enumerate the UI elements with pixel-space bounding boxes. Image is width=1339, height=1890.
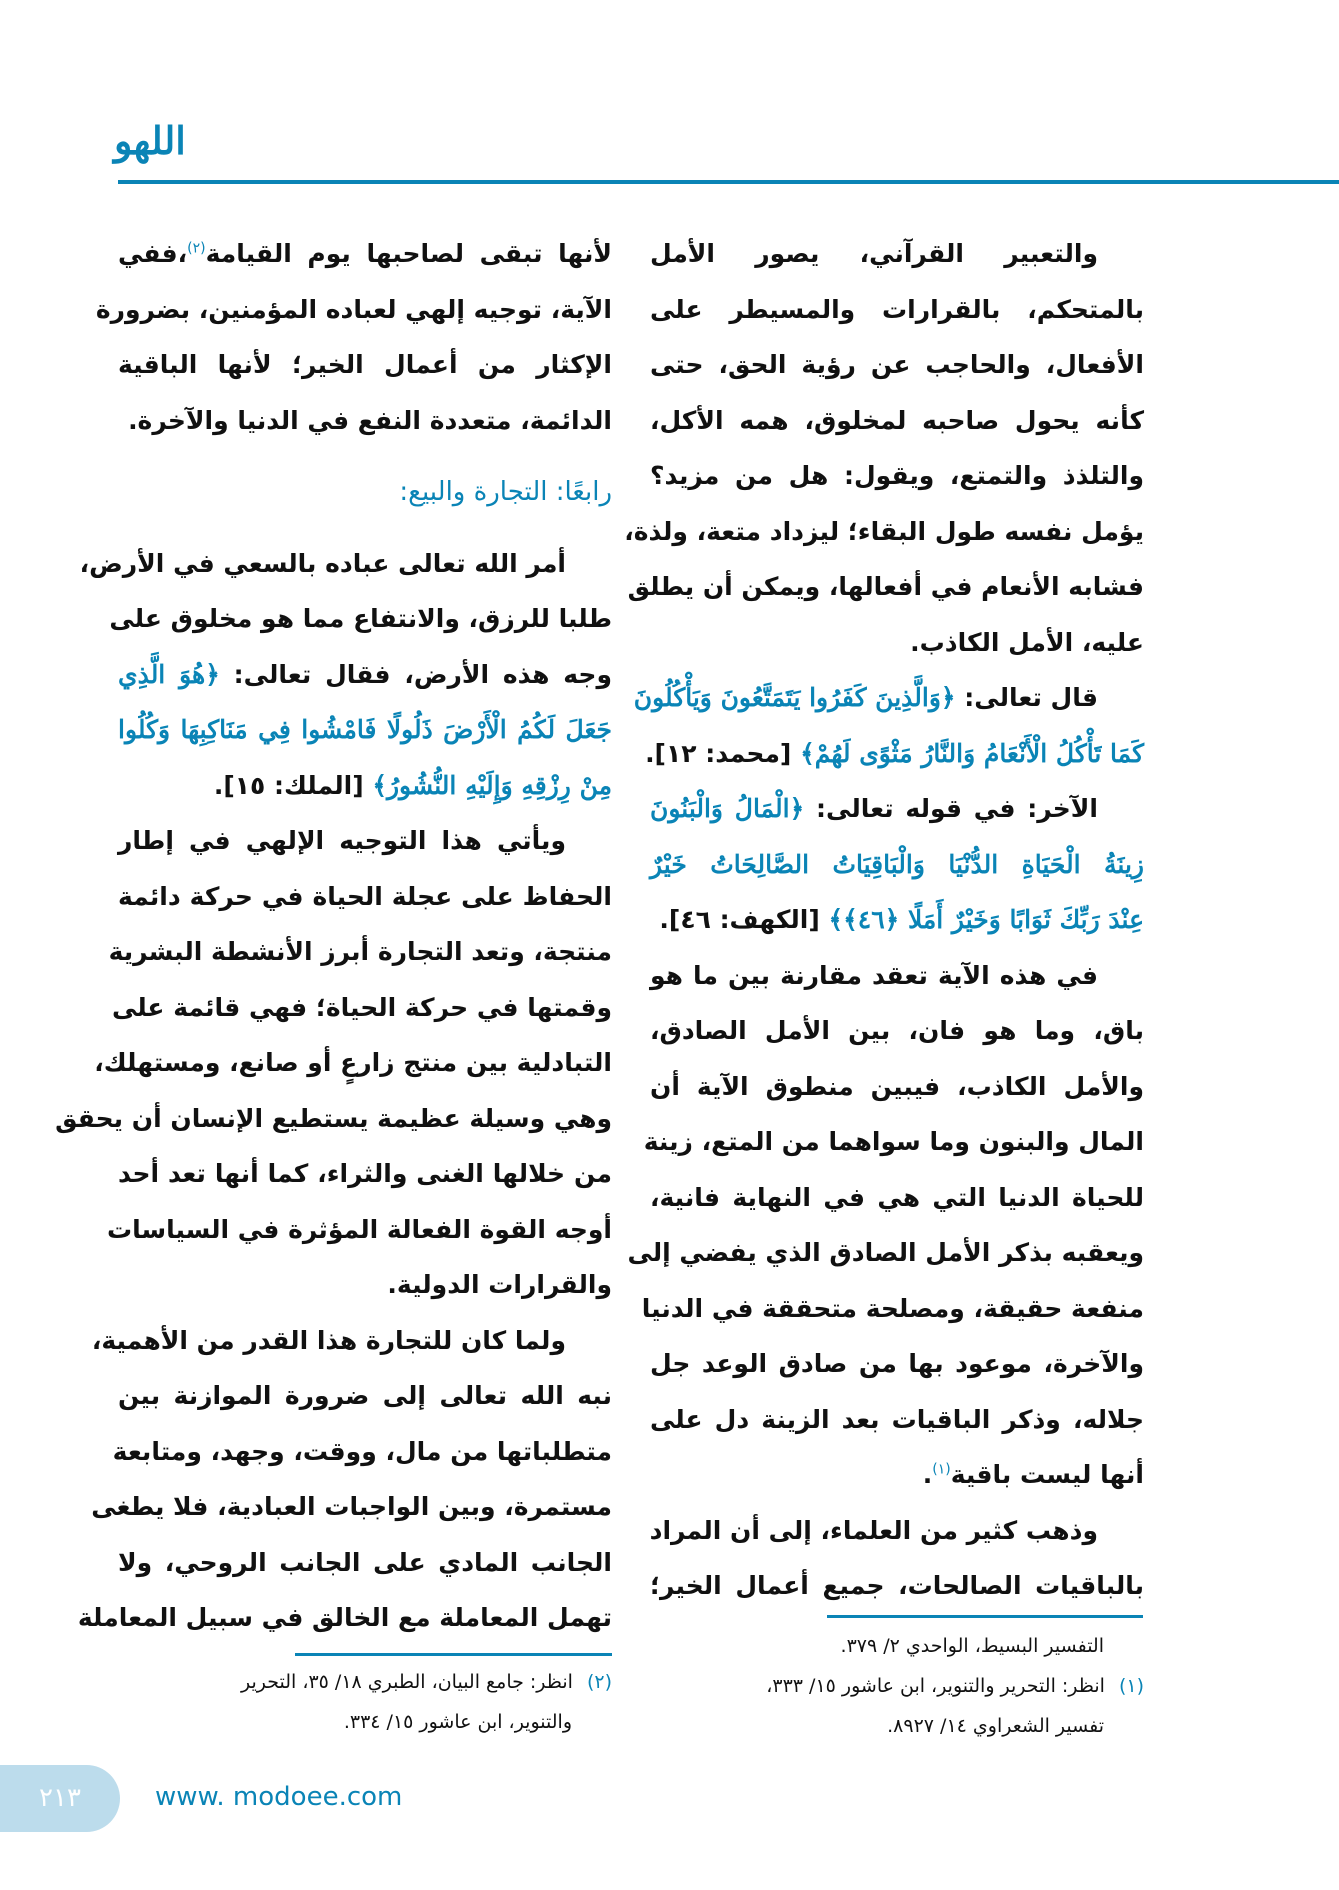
body-text: بالباقيات الصالحات، جميع أعمال الخير؛ [650,1571,1144,1600]
page-number: ٢١٣ [0,1765,120,1832]
footnotes-left [118,1662,612,1742]
quran-verse: ﴿هُوَ الَّذِي [118,659,220,689]
body-text: وذهب كثير من العلماء، إلى أن المراد [649,1515,1098,1545]
body-text: الجانب المادي على الجانب الروحي، ولا [118,1547,612,1577]
text-line [55,1091,612,1147]
text-line [95,282,612,338]
body-text: الآخر: في قوله تعالى: [804,794,1098,823]
body-text: والآخرة، موعود بها من صادق الوعد جل [650,1349,1144,1378]
text-line [118,337,612,393]
text-line [641,1281,1144,1337]
body-text: [الكهف: ٤٦]. [659,905,829,934]
body-text: باق، وما هو فان، بين الأمل الصادق، [650,1016,1144,1045]
text-line [650,282,1144,338]
body-text: قال تعالى: [955,683,1098,712]
body-text: الأفعال، والحاجب عن رؤية الحق، حتى [650,350,1144,379]
text-line [112,1424,612,1480]
text-line [650,1003,1144,1059]
body-text: والتعبير القرآني، يصور الأمل [650,239,1098,268]
body-text: نبه الله تعالى إلى ضرورة الموازنة بين [118,1381,612,1410]
body-text: منفعة حقيقة، ومصلحة متحققة في الدنيا [641,1293,1144,1323]
text-line [118,869,612,925]
section-heading: رابعًا: التجارة والبيع: [399,477,612,507]
footnote-continuation: التفسير البسيط، الواحدي ٢/ ٣٧٩. [840,1635,1104,1657]
text-line [627,559,1144,615]
text-line [118,1368,612,1424]
footnote-1 [650,1666,1144,1706]
text-line [91,1479,612,1535]
footnote-rule-right [827,1615,1143,1618]
text-line [650,1170,1144,1226]
text-line [118,1535,612,1591]
quran-verse: ﴿الْمَالُ وَالْبَنُونَ [650,794,805,823]
right-column [624,226,1144,1614]
body-text: والتلذذ والتمتع، ويقول: هل من مزيد؟ [650,461,1144,490]
body-text: الحفاظ على عجلة الحياة في حركة دائمة [118,881,612,911]
text-line [650,837,1144,893]
body-text: [محمد: ١٢]. [645,738,801,768]
text-line [650,448,1144,504]
quran-verse: عِنْدَ رَبِّكَ ثَوَابًا وَخَيْرٌ أَمَلًا ﴿٤٦﴾﴾ [828,905,1144,934]
footnote-2 [118,1662,612,1702]
quran-verse: ﴿وَالَّذِينَ كَفَرُوا يَتَمَتَّعُونَ وَيَأْكُلُونَ [633,683,956,712]
body-text: [الملك: ١٥]. [213,770,373,800]
footnote-text: والتنوير، ابن عاشور ١٥/ ٣٣٤. [343,1711,572,1733]
text-line [650,393,1144,449]
body-text: للحياة الدنيا التي هي في النهاية فانية، [650,1182,1144,1212]
footnotes-right [650,1626,1144,1746]
body-text: والقرارات الدولية. [387,1270,612,1299]
text-line [624,504,1144,560]
text-line [650,1503,1144,1559]
body-text: ويعقبه بذكر الأمل الصادق الذي يفضي إلى [627,1238,1144,1267]
text-line [118,1146,612,1202]
text-line [650,1558,1144,1614]
body-text: الدائمة، متعددة النفع في الدنيا والآخرة. [128,405,612,435]
text-line [118,226,612,282]
text-line [106,1202,612,1258]
body-text: التبادلية بين منتج زارعٍ أو صانع، ومستهلك، [94,1048,612,1077]
header-rule [118,180,1339,184]
footnote-number: (١) [1118,1675,1144,1697]
text-line [118,1257,612,1313]
left-column [55,226,612,1646]
text-line [118,393,612,449]
body-text: الآية، توجيه إلهي لعباده المؤمنين، بضرورة [95,294,612,324]
body-text: طلبا للرزق، والانتفاع مما هو مخلوق على [109,604,612,633]
text-line [645,726,1144,782]
body-text: والأمل الكاذب، فيبين منطوق الآية أن [650,1071,1144,1101]
text-line [111,980,612,1036]
body-text: من خلالها الغنى والثراء، كما أنها تعد أحد [118,1159,612,1188]
body-text: لأنها تبقى لصاحبها يوم القيامة [205,239,612,268]
body-text: كأنه يحول صاحبه لمخلوق، همه الأكل، [650,405,1144,435]
text-line [118,647,612,703]
text-line [650,781,1144,837]
body-text: مستمرة، وبين الواجبات العبادية، فلا يطغى [91,1492,612,1521]
footnote-text: انظر: جامع البيان، الطبري ١٨/ ٣٥، التحرير [240,1671,573,1693]
body-text: منتجة، وتعد التجارة أبرز الأنشطة البشرية [108,937,612,966]
body-text: جلاله، وذكر الباقيات بعد الزينة دل على [650,1404,1144,1434]
text-line [650,1059,1144,1115]
paragraph [633,670,1144,781]
text-line [94,1035,612,1091]
website-link[interactable]: www. modoee.com [155,1782,403,1812]
body-text: ،ففي [118,239,188,268]
paragraph [79,536,612,814]
body-text: وجه هذه الأرض، فقال تعالى: [219,659,612,689]
footnote-text: انظر: التحرير والتنوير، ابن عاشور ١٥/ ٣٣٣، [766,1675,1105,1697]
body-text: ويأتي هذا التوجيه الإلهي في إطار [118,826,566,855]
text-line [650,337,1144,393]
body-text: عليه، الأمل الكاذب. [910,627,1144,657]
footnote-rule-left [295,1653,612,1656]
text-line [650,1392,1144,1448]
footnote-text: تفسير الشعراوي ١٤/ ٨٩٢٧. [887,1715,1104,1737]
body-text: الإكثار من أعمال الخير؛ لأنها الباقية [118,350,612,379]
body-text: أمر الله تعالى عباده بالسعي في الأرض، [79,548,566,578]
text-line [650,1447,1144,1503]
footnote-ref[interactable]: (٢) [187,240,206,257]
quran-verse: كَمَا تَأْكُلُ الْأَنْعَامُ وَالنَّارُ مَثْوًى لَهُمْ﴾ [800,738,1144,768]
body-text: تهمل المعاملة مع الخالق في سبيل المعاملة [77,1603,612,1632]
text-line [118,758,612,814]
body-text: المال والبنون وما سواهما من المتع، زينة [643,1127,1144,1156]
text-line [650,226,1144,282]
text-line [108,924,612,980]
body-text: ولما كان للتجارة هذا القدر من الأهمية، [91,1325,566,1355]
text-line [650,1336,1144,1392]
body-text: في هذه الآية تعقد مقارنة بين ما هو [650,960,1098,990]
text-line [650,892,1144,948]
text-line [118,813,612,869]
body-text: يؤمل نفسه طول البقاء؛ ليزداد متعة، ولذة، [624,516,1144,546]
text-line [650,948,1144,1004]
text-line [109,591,612,647]
text-line [79,536,612,592]
body-text: أنها ليست باقية [950,1460,1144,1489]
quran-verse: جَعَلَ لَكُمُ الْأَرْضَ ذَلُولًا فَامْشُوا فِي مَنَاكِبِهَا وَكُلُوا [118,715,612,744]
text-line [627,1225,1144,1281]
text-line [643,1114,1144,1170]
text-line [118,702,612,758]
quran-verse: زِينَةُ الْحَيَاةِ الدُّنْيَا وَالْبَاقِيَاتُ الصَّالِحَاتُ خَيْرٌ [650,849,1144,879]
body-text: بالمتحكم، بالقرارات والمسيطر على [650,294,1144,324]
body-text: أوجه القوة الفعالة المؤثرة في السياسات [106,1214,612,1244]
quran-verse: مِنْ رِزْقِهِ وَإِلَيْهِ النُّشُورُ﴾ [372,770,612,800]
paragraph [95,226,612,448]
paragraph [650,1503,1144,1614]
footnote-ref[interactable]: (١) [932,1461,951,1478]
paragraph [77,1313,612,1646]
body-text: وقمتها في حركة الحياة؛ فهي قائمة على [111,992,612,1022]
text-line [633,670,1144,726]
footnote-number: (٢) [586,1671,612,1693]
body-text: وهي وسيلة عظيمة يستطيع الإنسان أن يحقق [55,1103,612,1133]
paragraph [55,813,612,1313]
body-text: متطلباتها من مال، ووقت، وجهد، ومتابعة [112,1436,612,1466]
paragraph [624,226,1144,670]
paragraph [627,948,1144,1503]
paragraph [650,781,1144,948]
text-line [77,1590,612,1646]
body-text: . [922,1460,933,1489]
body-text: فشابه الأنعام في أفعالها، ويمكن أن يطلق [627,572,1144,601]
running-header-title: اللهو [114,118,186,163]
text-line [650,615,1144,671]
text-line [91,1313,612,1369]
